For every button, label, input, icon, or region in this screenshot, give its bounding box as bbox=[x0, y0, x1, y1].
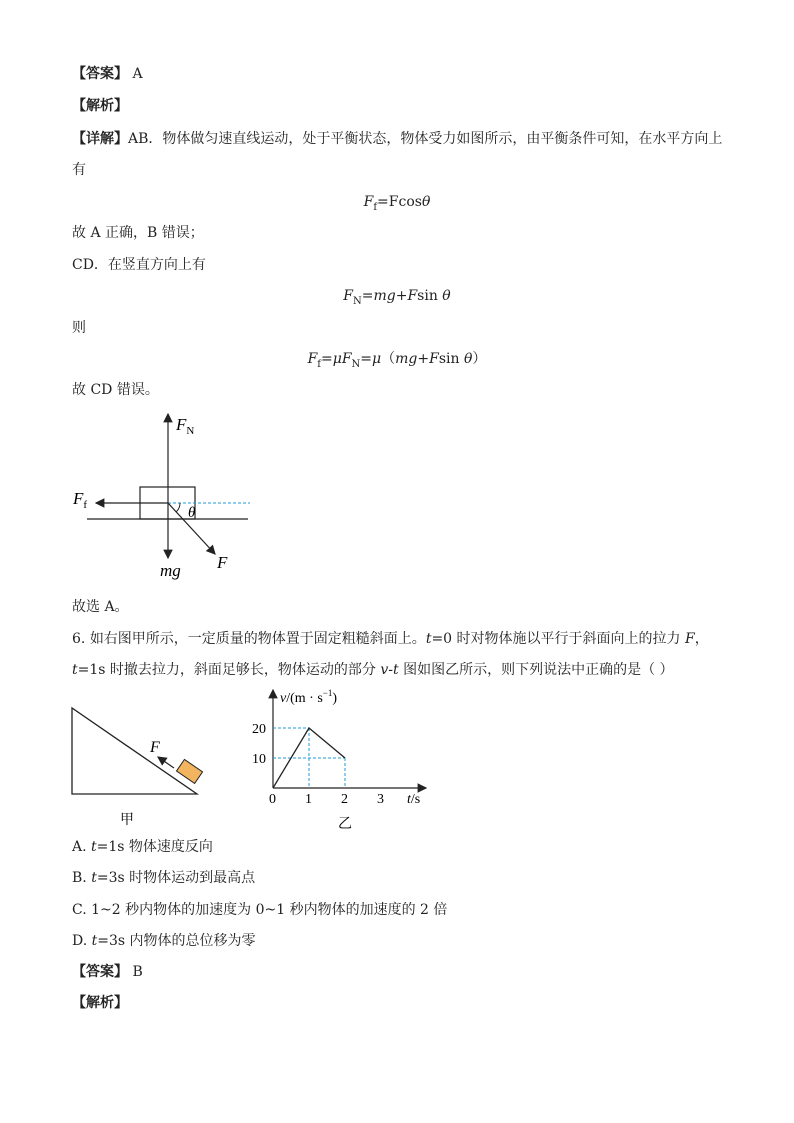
option-d-t: t bbox=[91, 933, 98, 949]
option-c-label: C. bbox=[72, 902, 87, 918]
option-a-t: t bbox=[91, 839, 97, 855]
q6-answer-line bbox=[72, 962, 143, 982]
x-axis-label: t/s bbox=[407, 792, 421, 807]
eq3-sin: sin bbox=[438, 351, 464, 367]
theta-arc bbox=[176, 503, 180, 512]
eq2-theta: θ bbox=[442, 288, 451, 304]
q6-stem-c: ， bbox=[694, 631, 709, 647]
eq2-mg: mg bbox=[373, 288, 396, 304]
q6-stem-t: t bbox=[425, 631, 432, 647]
eq2-plus: + bbox=[395, 288, 408, 304]
eq3-fn: F bbox=[341, 351, 352, 367]
equation-1 bbox=[0, 192, 794, 218]
conclusion-1: 故 A 正确，B 错误； bbox=[72, 225, 204, 241]
eq3-plus: + bbox=[417, 351, 430, 367]
option-d[interactable] bbox=[72, 931, 256, 951]
choice-line: 故选 A。 bbox=[72, 599, 129, 615]
eq1-lhs-sub: f bbox=[373, 201, 378, 213]
fn-label: $F_N$ bbox=[176, 415, 195, 437]
option-c[interactable] bbox=[72, 900, 447, 920]
q6-stem2-a: =1s 时撤去拉力，斜面足够长，物体运动的部分 bbox=[77, 662, 381, 678]
eq2-f: F bbox=[407, 288, 418, 304]
eq2-eq: = bbox=[361, 288, 374, 304]
eq3-mg: mg bbox=[395, 351, 418, 367]
yi-caption: 乙 bbox=[338, 817, 352, 832]
jia-force-arrow bbox=[158, 757, 174, 768]
eq3-f: F bbox=[429, 351, 439, 367]
eq1-lhs: F bbox=[363, 194, 374, 210]
x-tick-label: 0 bbox=[269, 792, 276, 807]
jia-caption: 甲 bbox=[120, 813, 134, 828]
theta-label: θ bbox=[188, 505, 196, 521]
figure-yi bbox=[250, 684, 440, 834]
detail-label: 【详解】 bbox=[72, 131, 128, 147]
option-d-label: D. bbox=[72, 933, 88, 949]
detail-text-cont: 有 bbox=[72, 162, 86, 178]
x-tick-label: 1 bbox=[305, 792, 312, 807]
f-label: F bbox=[217, 553, 228, 572]
x-tick-label: 2 bbox=[341, 792, 348, 807]
eq3-eq: = bbox=[320, 351, 333, 367]
eq3-mu: μ bbox=[332, 351, 342, 367]
analysis-label: 【解析】 bbox=[72, 98, 128, 114]
q6-stem-line2 bbox=[72, 660, 674, 680]
eq3-eq2: = bbox=[360, 351, 373, 367]
eq3-fn-sub: N bbox=[351, 358, 361, 370]
cd-text: CD．在竖直方向上有 bbox=[72, 257, 206, 273]
detail-text: AB．物体做匀速直线运动，处于平衡状态，物体受力如图所示，由平衡条件可知，在水平方向上 bbox=[128, 131, 723, 147]
q6-stem-line1 bbox=[72, 629, 709, 649]
jia-force-label: F bbox=[150, 739, 160, 756]
eq1-rhs: =Fcos bbox=[377, 194, 422, 210]
eq3-lhs-sub: f bbox=[317, 358, 321, 370]
q6-number: 6. bbox=[72, 631, 86, 647]
eq1-theta: θ bbox=[421, 194, 431, 210]
option-c-text: 1~2 秒内物体的加速度为 0~1 秒内物体的加速度的 2 倍 bbox=[91, 902, 448, 918]
eq2-lhs: F bbox=[343, 288, 353, 304]
q6-stem-b: =0 时对物体施以平行于斜面向上的拉力 bbox=[431, 631, 685, 647]
q6-stem2-vt: v-t bbox=[380, 662, 399, 678]
q6-stem-a: 如右图甲所示，一定质量的物体置于固定粗糙斜面上。 bbox=[89, 631, 426, 647]
option-b-text: =3s 时物体运动到最高点 bbox=[96, 870, 256, 886]
x-tick-label: 3 bbox=[377, 792, 384, 807]
eq3-theta: θ bbox=[463, 351, 473, 367]
detail-line bbox=[72, 129, 722, 149]
option-a[interactable] bbox=[72, 837, 213, 857]
q6-stem2-t: t bbox=[72, 662, 78, 678]
incline bbox=[72, 708, 197, 794]
option-b-t: t bbox=[91, 870, 97, 886]
q6-answer-value: B bbox=[132, 964, 143, 980]
answer-label: 【答案】 bbox=[72, 66, 128, 82]
figure-jia bbox=[66, 700, 206, 832]
equation-2 bbox=[0, 286, 794, 312]
y-axis-label: $v/(m \cdot s^{-1})$ bbox=[280, 688, 338, 706]
mg-label: mg bbox=[160, 561, 181, 580]
y-tick-label: 20 bbox=[252, 722, 266, 737]
eq3-open: （ bbox=[381, 351, 396, 367]
answer-line bbox=[72, 64, 143, 84]
option-b-label: B. bbox=[72, 870, 87, 886]
option-a-text: =1s 物体速度反向 bbox=[96, 839, 213, 855]
q6-answer-label: 【答案】 bbox=[72, 964, 128, 980]
q6-analysis-label: 【解析】 bbox=[72, 995, 128, 1011]
eq3-lhs: F bbox=[307, 351, 318, 367]
eq3-close: ） bbox=[472, 351, 487, 367]
eq2-sin: sin bbox=[417, 288, 443, 304]
option-d-text: =3s 内物体的总位移为零 bbox=[97, 933, 256, 949]
option-b[interactable] bbox=[72, 868, 255, 888]
option-a-label: A. bbox=[72, 839, 87, 855]
then-text: 则 bbox=[72, 320, 86, 336]
incline-block bbox=[177, 759, 203, 783]
force-diagram bbox=[60, 406, 270, 584]
conclusion-2: 故 CD 错误。 bbox=[72, 382, 159, 398]
eq3-mu2: μ bbox=[372, 351, 382, 367]
answer-value: A bbox=[132, 66, 143, 82]
y-tick-label: 10 bbox=[252, 752, 266, 767]
equation-3 bbox=[0, 349, 794, 375]
ff-label: $F_f$ bbox=[73, 489, 88, 511]
q6-stem2-b: 图如图乙所示，则下列说法中正确的是（ ） bbox=[398, 662, 674, 678]
guide-lines bbox=[273, 728, 345, 788]
eq2-lhs-sub: N bbox=[352, 295, 362, 307]
q6-stem-f: F bbox=[685, 631, 695, 647]
